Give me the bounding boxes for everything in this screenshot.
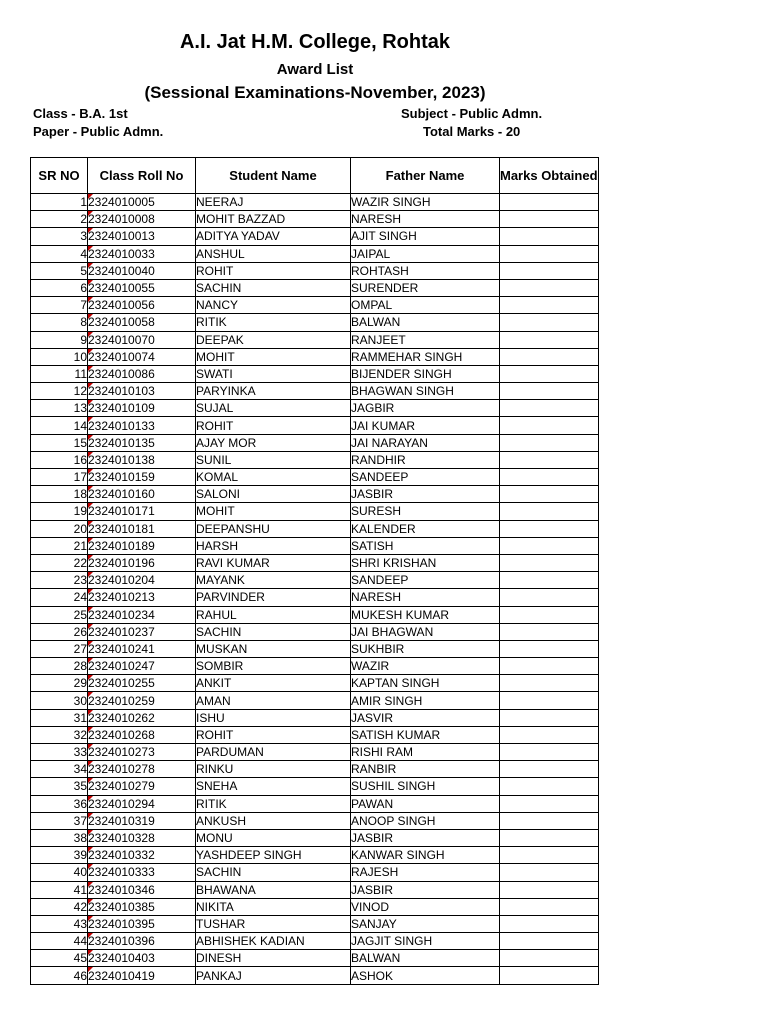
award-list-title: Award List (276, 61, 354, 78)
table-body (31, 194, 599, 985)
table-row (31, 881, 599, 898)
table-row (31, 262, 599, 279)
sr-no-cell: 38 (31, 829, 88, 846)
father-name-cell: KAPTAN SINGH (351, 675, 500, 692)
marks-cell (500, 503, 599, 520)
table-row (31, 589, 599, 606)
header-marks-obtained: Marks Obtained (500, 158, 599, 194)
marks-cell (500, 434, 599, 451)
roll-no-cell: 2324010241 (88, 640, 196, 657)
table-row (31, 211, 599, 228)
roll-no-cell: 2324010181 (88, 520, 196, 537)
paper-label: Paper - Public Admn. (33, 124, 164, 139)
sr-no-cell: 22 (31, 554, 88, 571)
father-name-cell: JAI BHAGWAN (351, 623, 500, 640)
marks-cell (500, 640, 599, 657)
table-row (31, 245, 599, 262)
table-row (31, 692, 599, 709)
table-row (31, 829, 599, 846)
sr-no-cell: 17 (31, 469, 88, 486)
student-name-cell: KOMAL (196, 469, 351, 486)
father-name-cell: JAI KUMAR (351, 417, 500, 434)
table-row (31, 383, 599, 400)
marks-cell (500, 967, 599, 984)
roll-no-cell: 2324010033 (88, 245, 196, 262)
roll-no-cell: 2324010279 (88, 778, 196, 795)
roll-no-cell: 2324010056 (88, 297, 196, 314)
student-name-cell: SOMBIR (196, 658, 351, 675)
student-name-cell: SACHIN (196, 864, 351, 881)
father-name-cell: OMPAL (351, 297, 500, 314)
student-name-cell: MOHIT (196, 348, 351, 365)
table-row (31, 898, 599, 915)
marks-cell (500, 898, 599, 915)
marks-cell (500, 245, 599, 262)
table-row (31, 469, 599, 486)
father-name-cell: JAGBIR (351, 400, 500, 417)
sr-no-cell: 37 (31, 812, 88, 829)
sr-no-cell: 12 (31, 383, 88, 400)
roll-no-cell: 2324010213 (88, 589, 196, 606)
marks-cell (500, 726, 599, 743)
roll-no-cell: 2324010058 (88, 314, 196, 331)
marks-cell (500, 451, 599, 468)
roll-no-cell: 2324010237 (88, 623, 196, 640)
roll-no-cell: 2324010005 (88, 194, 196, 211)
table-row (31, 847, 599, 864)
sr-no-cell: 23 (31, 572, 88, 589)
table-row (31, 950, 599, 967)
sr-no-cell: 46 (31, 967, 88, 984)
sr-no-cell: 15 (31, 434, 88, 451)
father-name-cell: RANJEET (351, 331, 500, 348)
roll-no-cell: 2324010055 (88, 279, 196, 296)
student-name-cell: HARSH (196, 537, 351, 554)
student-name-cell: SUJAL (196, 400, 351, 417)
marks-cell (500, 262, 599, 279)
marks-cell (500, 692, 599, 709)
father-name-cell: SANDEEP (351, 572, 500, 589)
sr-no-cell: 44 (31, 933, 88, 950)
class-label: Class - B.A. 1st (33, 106, 128, 121)
sr-no-cell: 30 (31, 692, 88, 709)
student-name-cell: AMAN (196, 692, 351, 709)
marks-cell (500, 623, 599, 640)
father-name-cell: PAWAN (351, 795, 500, 812)
student-name-cell: ROHIT (196, 262, 351, 279)
marks-cell (500, 589, 599, 606)
sr-no-cell: 26 (31, 623, 88, 640)
table-row (31, 572, 599, 589)
marks-cell (500, 864, 599, 881)
student-name-cell: ISHU (196, 709, 351, 726)
table-row (31, 314, 599, 331)
father-name-cell: RAMMEHAR SINGH (351, 348, 500, 365)
marks-cell (500, 709, 599, 726)
roll-no-cell: 2324010247 (88, 658, 196, 675)
sr-no-cell: 7 (31, 297, 88, 314)
father-name-cell: ANOOP SINGH (351, 812, 500, 829)
table-row (31, 417, 599, 434)
roll-no-cell: 2324010268 (88, 726, 196, 743)
father-name-cell: SURESH (351, 503, 500, 520)
marks-cell (500, 194, 599, 211)
table-row (31, 933, 599, 950)
header-sr-no: SR NO (31, 158, 88, 194)
marks-cell (500, 795, 599, 812)
father-name-cell: AMIR SINGH (351, 692, 500, 709)
sr-no-cell: 24 (31, 589, 88, 606)
sr-no-cell: 9 (31, 331, 88, 348)
father-name-cell: RANBIR (351, 761, 500, 778)
table-row (31, 675, 599, 692)
student-name-cell: MAYANK (196, 572, 351, 589)
college-title: A.I. Jat H.M. College, Rohtak (179, 31, 451, 53)
father-name-cell: JAIPAL (351, 245, 500, 262)
roll-no-cell: 2324010135 (88, 434, 196, 451)
roll-no-cell: 2324010346 (88, 881, 196, 898)
marks-cell (500, 365, 599, 382)
sr-no-cell: 18 (31, 486, 88, 503)
sr-no-cell: 2 (31, 211, 88, 228)
sr-no-cell: 27 (31, 640, 88, 657)
roll-no-cell: 2324010332 (88, 847, 196, 864)
father-name-cell: JASBIR (351, 881, 500, 898)
sr-no-cell: 4 (31, 245, 88, 262)
table-row (31, 537, 599, 554)
table-row (31, 726, 599, 743)
table-row (31, 520, 599, 537)
table-row (31, 864, 599, 881)
marks-cell (500, 606, 599, 623)
student-name-cell: AJAY MOR (196, 434, 351, 451)
father-name-cell: SANDEEP (351, 469, 500, 486)
father-name-cell: SUKHBIR (351, 640, 500, 657)
total-marks-label: Total Marks - 20 (423, 124, 521, 139)
student-name-cell: DINESH (196, 950, 351, 967)
father-name-cell: JASVIR (351, 709, 500, 726)
table-row (31, 967, 599, 984)
marks-cell (500, 554, 599, 571)
marks-cell (500, 933, 599, 950)
roll-no-cell: 2324010189 (88, 537, 196, 554)
student-name-cell: NANCY (196, 297, 351, 314)
student-name-cell: PARVINDER (196, 589, 351, 606)
sr-no-cell: 8 (31, 314, 88, 331)
sr-no-cell: 45 (31, 950, 88, 967)
roll-no-cell: 2324010396 (88, 933, 196, 950)
sr-no-cell: 39 (31, 847, 88, 864)
student-name-cell: SALONI (196, 486, 351, 503)
roll-no-cell: 2324010040 (88, 262, 196, 279)
roll-no-cell: 2324010262 (88, 709, 196, 726)
subject-label: Subject - Public Admn. (401, 106, 543, 121)
marks-cell (500, 348, 599, 365)
father-name-cell: JAGJIT SINGH (351, 933, 500, 950)
sr-no-cell: 42 (31, 898, 88, 915)
table-row (31, 744, 599, 761)
student-name-cell: MOHIT (196, 503, 351, 520)
sr-no-cell: 10 (31, 348, 88, 365)
marks-cell (500, 881, 599, 898)
father-name-cell: KANWAR SINGH (351, 847, 500, 864)
father-name-cell: BIJENDER SINGH (351, 365, 500, 382)
father-name-cell: WAZIR SINGH (351, 194, 500, 211)
marks-cell (500, 279, 599, 296)
roll-no-cell: 2324010273 (88, 744, 196, 761)
sr-no-cell: 25 (31, 606, 88, 623)
table-row (31, 915, 599, 932)
marks-cell (500, 417, 599, 434)
student-name-cell: PARDUMAN (196, 744, 351, 761)
sr-no-cell: 11 (31, 365, 88, 382)
student-name-cell: ANKUSH (196, 812, 351, 829)
roll-no-cell: 2324010419 (88, 967, 196, 984)
father-name-cell: BALWAN (351, 314, 500, 331)
roll-no-cell: 2324010319 (88, 812, 196, 829)
student-name-cell: SACHIN (196, 279, 351, 296)
marks-cell (500, 331, 599, 348)
marks-cell (500, 520, 599, 537)
roll-no-cell: 2324010013 (88, 228, 196, 245)
roll-no-cell: 2324010234 (88, 606, 196, 623)
student-name-cell: BHAWANA (196, 881, 351, 898)
sr-no-cell: 43 (31, 915, 88, 932)
roll-no-cell: 2324010294 (88, 795, 196, 812)
table-row (31, 451, 599, 468)
sr-no-cell: 21 (31, 537, 88, 554)
sr-no-cell: 19 (31, 503, 88, 520)
father-name-cell: ASHOK (351, 967, 500, 984)
student-name-cell: ANKIT (196, 675, 351, 692)
student-name-cell: SNEHA (196, 778, 351, 795)
table-row (31, 331, 599, 348)
table-row (31, 778, 599, 795)
header-class-roll-no: Class Roll No (88, 158, 196, 194)
student-name-cell: MUSKAN (196, 640, 351, 657)
sr-no-cell: 29 (31, 675, 88, 692)
table-row (31, 554, 599, 571)
roll-no-cell: 2324010159 (88, 469, 196, 486)
table-header-row (31, 158, 599, 194)
father-name-cell: NARESH (351, 211, 500, 228)
roll-no-cell: 2324010070 (88, 331, 196, 348)
table-row (31, 297, 599, 314)
student-name-cell: MOHIT BAZZAD (196, 211, 351, 228)
student-name-cell: NEERAJ (196, 194, 351, 211)
father-name-cell: JAI NARAYAN (351, 434, 500, 451)
table-row (31, 486, 599, 503)
student-name-cell: ADITYA YADAV (196, 228, 351, 245)
father-name-cell: SHRI KRISHAN (351, 554, 500, 571)
sr-no-cell: 1 (31, 194, 88, 211)
sr-no-cell: 34 (31, 761, 88, 778)
marks-cell (500, 744, 599, 761)
student-name-cell: ROHIT (196, 417, 351, 434)
father-name-cell: VINOD (351, 898, 500, 915)
table-row (31, 279, 599, 296)
student-name-cell: RINKU (196, 761, 351, 778)
roll-no-cell: 2324010074 (88, 348, 196, 365)
table-row (31, 623, 599, 640)
roll-no-cell: 2324010278 (88, 761, 196, 778)
table-row (31, 658, 599, 675)
marks-cell (500, 658, 599, 675)
father-name-cell: ROHTASH (351, 262, 500, 279)
roll-no-cell: 2324010109 (88, 400, 196, 417)
marks-cell (500, 915, 599, 932)
father-name-cell: KALENDER (351, 520, 500, 537)
student-name-cell: SUNIL (196, 451, 351, 468)
father-name-cell: SANJAY (351, 915, 500, 932)
father-name-cell: AJIT SINGH (351, 228, 500, 245)
marks-cell (500, 400, 599, 417)
father-name-cell: RISHI RAM (351, 744, 500, 761)
marks-cell (500, 829, 599, 846)
student-name-cell: YASHDEEP SINGH (196, 847, 351, 864)
student-name-cell: MONU (196, 829, 351, 846)
marks-cell (500, 228, 599, 245)
table-row (31, 365, 599, 382)
sr-no-cell: 14 (31, 417, 88, 434)
student-name-cell: ROHIT (196, 726, 351, 743)
student-name-cell: ANSHUL (196, 245, 351, 262)
father-name-cell: BALWAN (351, 950, 500, 967)
table-row (31, 228, 599, 245)
marks-cell (500, 778, 599, 795)
table-row (31, 348, 599, 365)
roll-no-cell: 2324010103 (88, 383, 196, 400)
marks-cell (500, 211, 599, 228)
roll-no-cell: 2324010259 (88, 692, 196, 709)
sr-no-cell: 33 (31, 744, 88, 761)
sr-no-cell: 16 (31, 451, 88, 468)
sr-no-cell: 5 (31, 262, 88, 279)
father-name-cell: SUSHIL SINGH (351, 778, 500, 795)
student-name-cell: RITIK (196, 795, 351, 812)
sr-no-cell: 6 (31, 279, 88, 296)
sr-no-cell: 40 (31, 864, 88, 881)
table-row (31, 434, 599, 451)
roll-no-cell: 2324010333 (88, 864, 196, 881)
marks-cell (500, 537, 599, 554)
table-row (31, 761, 599, 778)
father-name-cell: NARESH (351, 589, 500, 606)
table-row (31, 400, 599, 417)
student-name-cell: SWATI (196, 365, 351, 382)
roll-no-cell: 2324010171 (88, 503, 196, 520)
student-name-cell: RAVI KUMAR (196, 554, 351, 571)
student-name-cell: PARYINKA (196, 383, 351, 400)
student-name-cell: PANKAJ (196, 967, 351, 984)
student-name-cell: SACHIN (196, 623, 351, 640)
marks-cell (500, 572, 599, 589)
student-name-cell: DEEPANSHU (196, 520, 351, 537)
father-name-cell: MUKESH KUMAR (351, 606, 500, 623)
table-row (31, 795, 599, 812)
student-name-cell: RITIK (196, 314, 351, 331)
father-name-cell: SATISH KUMAR (351, 726, 500, 743)
marks-cell (500, 675, 599, 692)
table-row (31, 503, 599, 520)
table-row (31, 606, 599, 623)
roll-no-cell: 2324010395 (88, 915, 196, 932)
father-name-cell: SURENDER (351, 279, 500, 296)
roll-no-cell: 2324010160 (88, 486, 196, 503)
sr-no-cell: 32 (31, 726, 88, 743)
roll-no-cell: 2324010204 (88, 572, 196, 589)
roll-no-cell: 2324010138 (88, 451, 196, 468)
sr-no-cell: 28 (31, 658, 88, 675)
marks-cell (500, 297, 599, 314)
table-row (31, 194, 599, 211)
sr-no-cell: 3 (31, 228, 88, 245)
exam-title: (Sessional Examinations-November, 2023) (144, 83, 486, 102)
roll-no-cell: 2324010385 (88, 898, 196, 915)
roll-no-cell: 2324010133 (88, 417, 196, 434)
marks-cell (500, 761, 599, 778)
table-row (31, 640, 599, 657)
sr-no-cell: 41 (31, 881, 88, 898)
roll-no-cell: 2324010196 (88, 554, 196, 571)
sr-no-cell: 20 (31, 520, 88, 537)
sr-no-cell: 35 (31, 778, 88, 795)
marks-cell (500, 950, 599, 967)
roll-no-cell: 2324010008 (88, 211, 196, 228)
award-table (30, 157, 599, 985)
sr-no-cell: 31 (31, 709, 88, 726)
father-name-cell: JASBIR (351, 486, 500, 503)
marks-cell (500, 314, 599, 331)
student-name-cell: TUSHAR (196, 915, 351, 932)
father-name-cell: SATISH (351, 537, 500, 554)
header-student-name: Student Name (196, 158, 351, 194)
header-father-name: Father Name (351, 158, 500, 194)
marks-cell (500, 486, 599, 503)
father-name-cell: WAZIR (351, 658, 500, 675)
marks-cell (500, 469, 599, 486)
father-name-cell: JASBIR (351, 829, 500, 846)
table-row (31, 709, 599, 726)
father-name-cell: RAJESH (351, 864, 500, 881)
roll-no-cell: 2324010403 (88, 950, 196, 967)
father-name-cell: RANDHIR (351, 451, 500, 468)
father-name-cell: BHAGWAN SINGH (351, 383, 500, 400)
student-name-cell: DEEPAK (196, 331, 351, 348)
roll-no-cell: 2324010255 (88, 675, 196, 692)
marks-cell (500, 383, 599, 400)
sr-no-cell: 13 (31, 400, 88, 417)
marks-cell (500, 847, 599, 864)
roll-no-cell: 2324010086 (88, 365, 196, 382)
marks-cell (500, 812, 599, 829)
sr-no-cell: 36 (31, 795, 88, 812)
student-name-cell: ABHISHEK KADIAN (196, 933, 351, 950)
student-name-cell: RAHUL (196, 606, 351, 623)
table-row (31, 812, 599, 829)
student-name-cell: NIKITA (196, 898, 351, 915)
roll-no-cell: 2324010328 (88, 829, 196, 846)
